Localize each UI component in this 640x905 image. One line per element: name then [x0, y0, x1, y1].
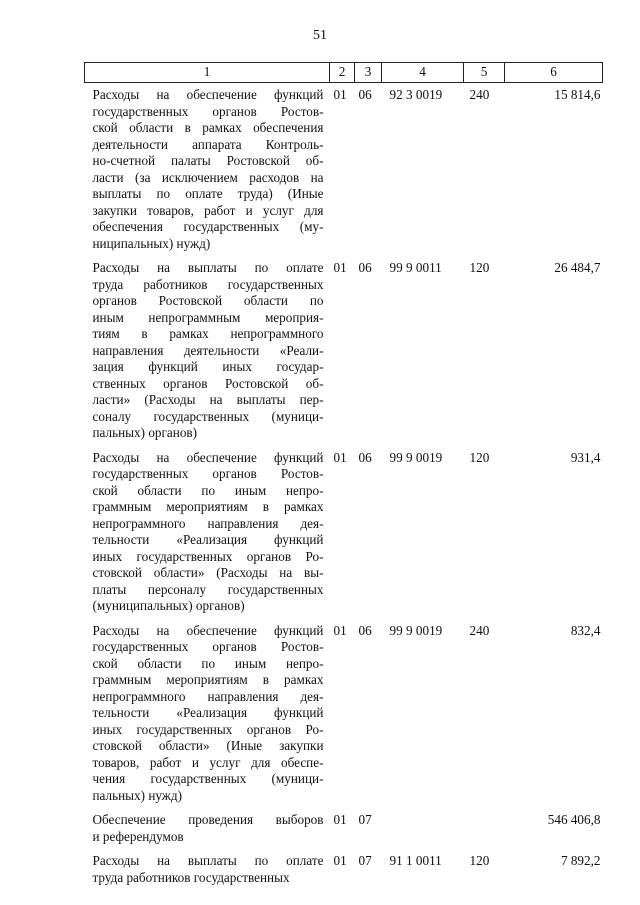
description-line: ласти» (Расходы на выплаты пер- — [92, 392, 324, 407]
expense-type-code: 240 — [469, 87, 490, 102]
description-line: государственных органов Ростов- — [92, 639, 324, 654]
description-line: органов Ростовской области по — [92, 293, 324, 308]
description-line: чения государственных (муници- — [92, 771, 324, 786]
description-line: Расходы на обеспечение функций — [92, 87, 324, 102]
row-description — [85, 256, 330, 446]
budget-table — [84, 62, 603, 890]
target-article-code: 99 9 0019 — [389, 449, 443, 465]
description-line: иных государственных органов Ро- — [92, 548, 324, 564]
description-line: ниципальных) нужд) — [92, 235, 211, 251]
section-code: 01 — [333, 853, 347, 868]
description-line: и референдумов — [92, 828, 184, 844]
section-code: 01 — [333, 260, 347, 275]
table-row — [85, 619, 603, 809]
table-row — [85, 849, 603, 890]
column-header-5: 5 — [464, 63, 505, 83]
row-description — [85, 849, 330, 890]
table-header-row — [85, 63, 603, 83]
target-article-code: 99 9 0011 — [389, 260, 442, 275]
section-code: 01 — [333, 622, 347, 638]
description-line: выплаты по оплате труда) (Иные — [92, 186, 324, 201]
amount: 832,4 — [570, 622, 601, 638]
section-code: 01 — [333, 812, 347, 827]
description-line: Расходы на выплаты по оплате — [92, 260, 324, 275]
expense-type-code — [464, 808, 505, 849]
description-line: платы персоналу государственных — [92, 581, 324, 597]
description-line: ской области по иным непро- — [92, 482, 324, 498]
section-code: 01 — [333, 87, 347, 102]
description-line: ской области по иным непро- — [92, 655, 324, 671]
target-article-code — [382, 808, 464, 849]
row-description — [85, 446, 330, 619]
expense-type-code: 240 — [469, 622, 490, 638]
description-line: непрограммного направления дея- — [92, 688, 324, 704]
target-article-code: 99 9 0019 — [389, 622, 443, 638]
column-header-4: 4 — [382, 63, 464, 83]
table-body — [85, 83, 603, 891]
table-row — [85, 83, 603, 257]
table-row — [85, 808, 603, 849]
description-line: Обеспечение проведения выборов — [92, 812, 324, 827]
description-line: пальных) нужд) — [92, 787, 183, 803]
description-line: Расходы на обеспечение функций — [92, 449, 324, 465]
description-line: закупки товаров, работ и услуг для — [92, 202, 324, 218]
target-article-code: 92 3 0019 — [389, 87, 443, 102]
description-line: иным непрограммным мероприя- — [92, 309, 324, 325]
section-code: 01 — [333, 449, 347, 465]
description-line: зация функций иных государ- — [92, 359, 324, 374]
description-line: (муниципальных) органов) — [92, 598, 245, 613]
subsection-code: 06 — [358, 87, 372, 102]
description-line: государственных органов Ростов- — [92, 103, 324, 119]
subsection-code: 07 — [358, 853, 372, 868]
description-line: стовской области» (Расходы на вы- — [92, 565, 324, 580]
description-line: тельности «Реализация функций — [92, 532, 324, 547]
description-line: деятельности аппарата Контроль- — [92, 136, 324, 152]
description-line: тиям в рамках непрограммного — [92, 326, 324, 341]
column-header-2: 2 — [330, 63, 355, 83]
page-number: 51 — [313, 28, 327, 43]
description-line: Расходы на выплаты по оплате — [92, 853, 324, 868]
expense-type-code: 120 — [469, 853, 490, 868]
column-header-6: 6 — [505, 63, 603, 83]
description-line: товаров, работ и услуг для обеспе- — [92, 754, 324, 770]
amount: 546 406,8 — [547, 812, 601, 827]
description-line: обеспечения государственных (му- — [92, 219, 324, 234]
expense-type-code: 120 — [469, 260, 490, 275]
description-line: граммным мероприятиям в рамках — [92, 672, 324, 687]
amount: 26 484,7 — [554, 260, 601, 275]
expense-type-code: 120 — [469, 449, 490, 465]
description-line: стовской области» (Иные закупки — [92, 738, 324, 753]
column-header-3: 3 — [355, 63, 382, 83]
amount: 15 814,6 — [554, 87, 601, 102]
subsection-code: 07 — [358, 812, 372, 827]
description-line: но-счетной палаты Ростовской об- — [92, 153, 324, 168]
subsection-code: 06 — [358, 260, 372, 275]
description-line: труда работников государственных — [92, 276, 324, 292]
row-description — [85, 83, 330, 257]
subsection-code: 06 — [358, 622, 372, 638]
table-row — [85, 446, 603, 619]
target-article-code: 91 1 0011 — [389, 853, 442, 868]
description-line: Расходы на обеспечение функций — [92, 622, 324, 638]
table-row — [85, 256, 603, 446]
description-line: иных государственных органов Ро- — [92, 721, 324, 737]
description-line: труда работников государственных — [92, 869, 290, 885]
row-description — [85, 619, 330, 809]
column-header-1: 1 — [85, 63, 330, 83]
amount: 7 892,2 — [560, 853, 601, 868]
description-line: тельности «Реализация функций — [92, 705, 324, 720]
description-line: ственных органов Ростовской об- — [92, 375, 324, 391]
description-line: государственных органов Ростов- — [92, 466, 324, 481]
description-line: направления деятельности «Реали- — [92, 342, 324, 358]
description-line: ласти (за исключением расходов на — [92, 169, 324, 185]
description-line: соналу государственных (муници- — [92, 408, 324, 424]
amount: 931,4 — [570, 449, 601, 465]
description-line: пальных) органов) — [92, 425, 198, 440]
description-line: граммным мероприятиям в рамках — [92, 499, 324, 514]
description-line: непрограммного направления дея- — [92, 515, 324, 531]
row-description — [85, 808, 330, 849]
description-line: ской области в рамках обеспечения — [92, 120, 324, 135]
subsection-code: 06 — [358, 449, 372, 465]
